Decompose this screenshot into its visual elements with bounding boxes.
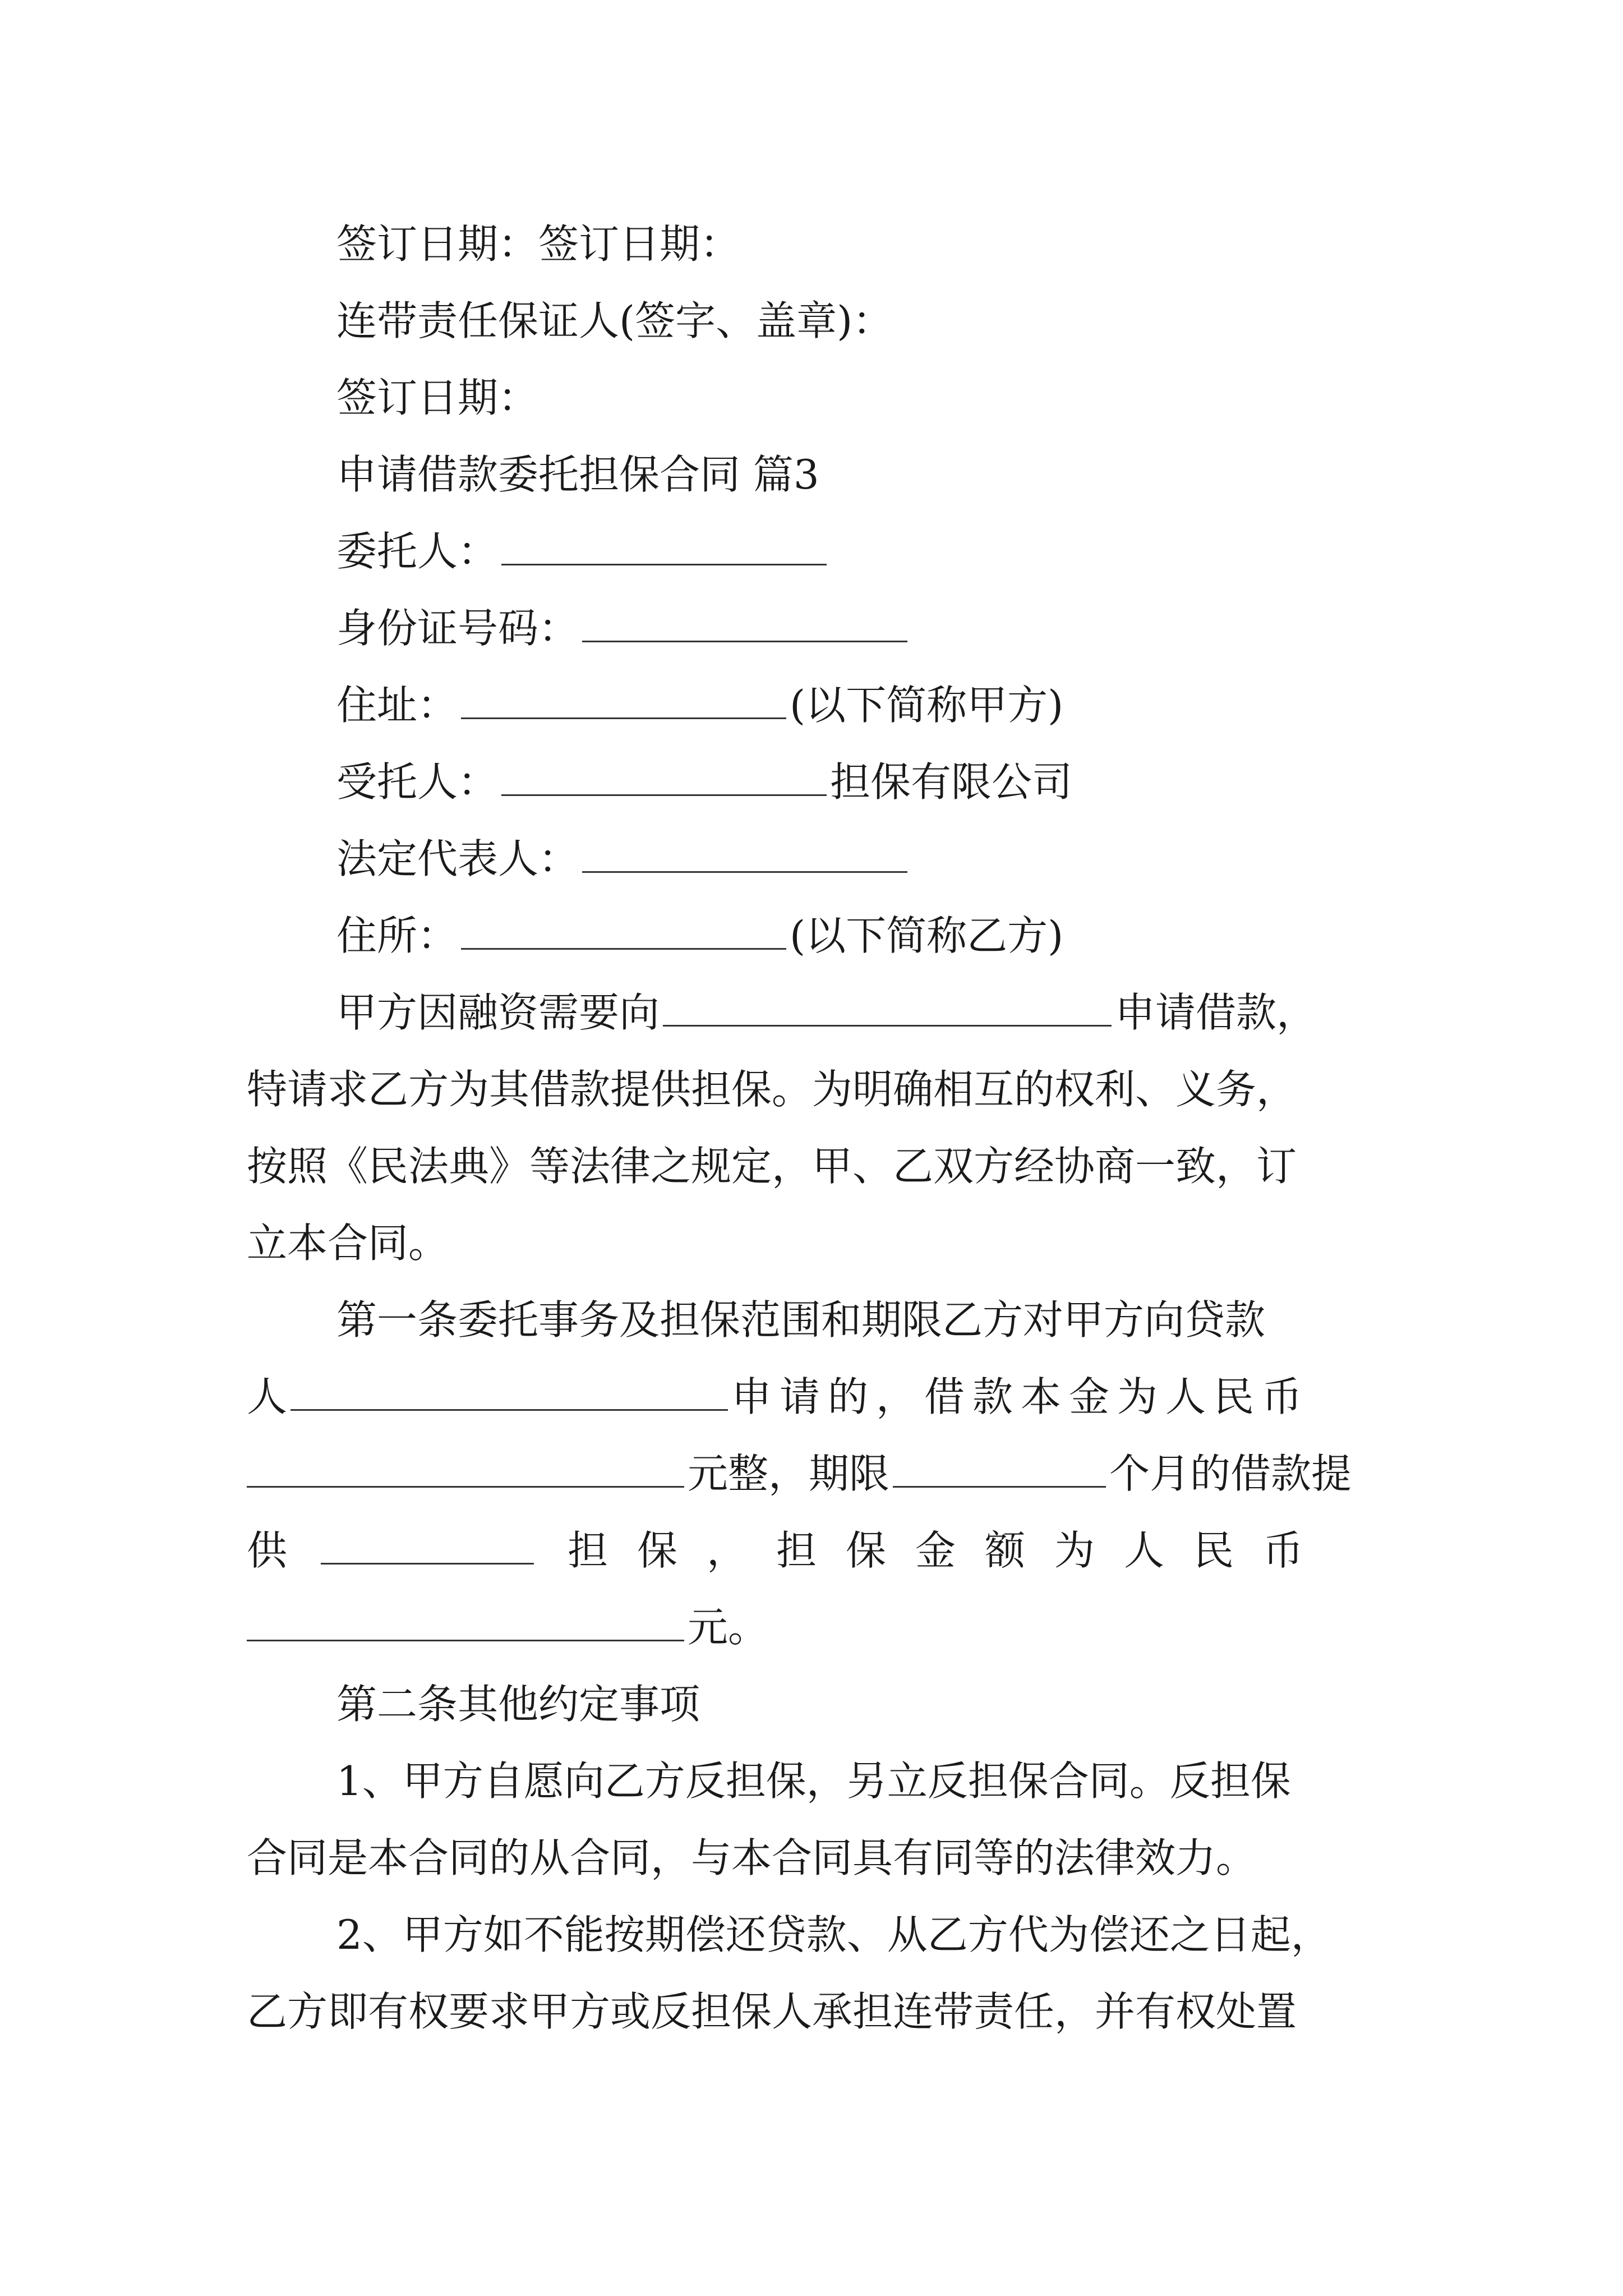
legal-rep-blank bbox=[582, 831, 907, 873]
client-blank bbox=[501, 523, 827, 565]
preamble-line-4 bbox=[0, 1215, 1623, 1271]
clause1-text-2: 合同是本合同的从合同，与本合同具有同等的法律效力。 bbox=[247, 1834, 1257, 1881]
article2-title bbox=[0, 1676, 1623, 1732]
sign-date-line bbox=[0, 216, 1623, 272]
guarantor-line bbox=[0, 293, 1623, 349]
clause2-line-1 bbox=[0, 1907, 1623, 1963]
id-line bbox=[0, 600, 1623, 656]
clause1-line-1 bbox=[0, 1753, 1623, 1809]
preamble-text-a: 甲方因融资需要向 bbox=[336, 989, 660, 1036]
article1-text-3b: 个月的借款提 bbox=[1109, 1450, 1352, 1497]
id-label: 身份证号码： bbox=[336, 605, 579, 652]
clause2-line-2 bbox=[0, 1984, 1623, 2040]
clause1-text-1: 1、甲方自愿向乙方反担保，另立反担保合同。反担保 bbox=[336, 1757, 1291, 1805]
office-blank bbox=[461, 908, 786, 950]
preamble-line-1 bbox=[0, 984, 1623, 1041]
article1-line-1 bbox=[0, 1292, 1623, 1348]
client-line bbox=[0, 523, 1623, 579]
article1-text-5: 元。 bbox=[688, 1604, 769, 1651]
lender-blank bbox=[663, 984, 1112, 1027]
sign-date-text: 签订日期：签订日期： bbox=[336, 220, 741, 268]
legal-rep-line bbox=[0, 831, 1623, 887]
article1-text-2a: 人 bbox=[247, 1373, 288, 1420]
client-label: 委托人： bbox=[336, 528, 499, 575]
document-title bbox=[0, 447, 1623, 503]
guarantor-text: 连带责任保证人(签字、盖章)： bbox=[336, 297, 893, 344]
article1-text-4a: 供 bbox=[247, 1527, 288, 1574]
sign-date-line-2 bbox=[0, 370, 1623, 426]
trustee-label: 受托人： bbox=[336, 758, 499, 806]
guarantee-type-blank bbox=[321, 1522, 534, 1565]
article1-text-2b: 申请的，借款本金为人民币 bbox=[731, 1373, 1311, 1420]
article1-line-3 bbox=[0, 1446, 1623, 1502]
borrower-blank bbox=[291, 1369, 728, 1411]
legal-rep-label: 法定代表人： bbox=[336, 835, 579, 882]
article1-text-3a: 元整，期限 bbox=[688, 1450, 890, 1497]
term-blank bbox=[893, 1446, 1106, 1488]
preamble-line-3 bbox=[0, 1138, 1623, 1194]
party-a-note: (以下简称甲方) bbox=[790, 682, 1064, 729]
preamble-text-b: 申请借款， bbox=[1115, 989, 1317, 1036]
sign-date-text-2: 签订日期： bbox=[336, 374, 539, 421]
clause1-line-2 bbox=[0, 1830, 1623, 1886]
id-blank bbox=[582, 600, 907, 642]
clause2-text-2: 乙方即有权要求甲方或反担保人承担连带责任，并有权处置 bbox=[247, 1988, 1297, 2035]
trustee-blank bbox=[501, 754, 827, 796]
article2-title-text: 第二条其他约定事项 bbox=[336, 1681, 700, 1728]
preamble-text-2: 特请求乙方为其借款提供担保。为明确相互的权利、义务， bbox=[247, 1066, 1297, 1113]
article1-line-2 bbox=[0, 1369, 1623, 1425]
preamble-text-3: 按照《民法典》等法律之规定，甲、乙双方经协商一致，订 bbox=[247, 1143, 1297, 1190]
office-line bbox=[0, 908, 1623, 964]
title-text: 申请借款委托担保合同 篇3 bbox=[336, 451, 819, 498]
clause2-text-1: 2、甲方如不能按期偿还贷款、从乙方代为偿还之日起， bbox=[336, 1911, 1331, 1958]
preamble-line-2 bbox=[0, 1061, 1623, 1117]
party-b-note: (以下简称乙方) bbox=[790, 912, 1064, 959]
trustee-line bbox=[0, 754, 1623, 810]
article1-text-1: 第一条委托事务及担保范围和期限乙方对甲方向贷款 bbox=[336, 1296, 1266, 1343]
article1-line-4 bbox=[0, 1522, 1623, 1579]
address-label: 住址： bbox=[336, 682, 458, 729]
office-label: 住所： bbox=[336, 912, 458, 959]
article1-line-5 bbox=[0, 1599, 1623, 1655]
address-line bbox=[0, 677, 1623, 733]
trustee-company: 担保有限公司 bbox=[830, 758, 1073, 806]
guarantee-amount-blank bbox=[247, 1599, 684, 1641]
article1-text-4b: 担保，担保金额为人民币 bbox=[568, 1527, 1333, 1574]
principal-blank bbox=[247, 1446, 684, 1488]
preamble-text-4: 立本合同。 bbox=[247, 1220, 449, 1267]
address-blank bbox=[461, 677, 786, 719]
